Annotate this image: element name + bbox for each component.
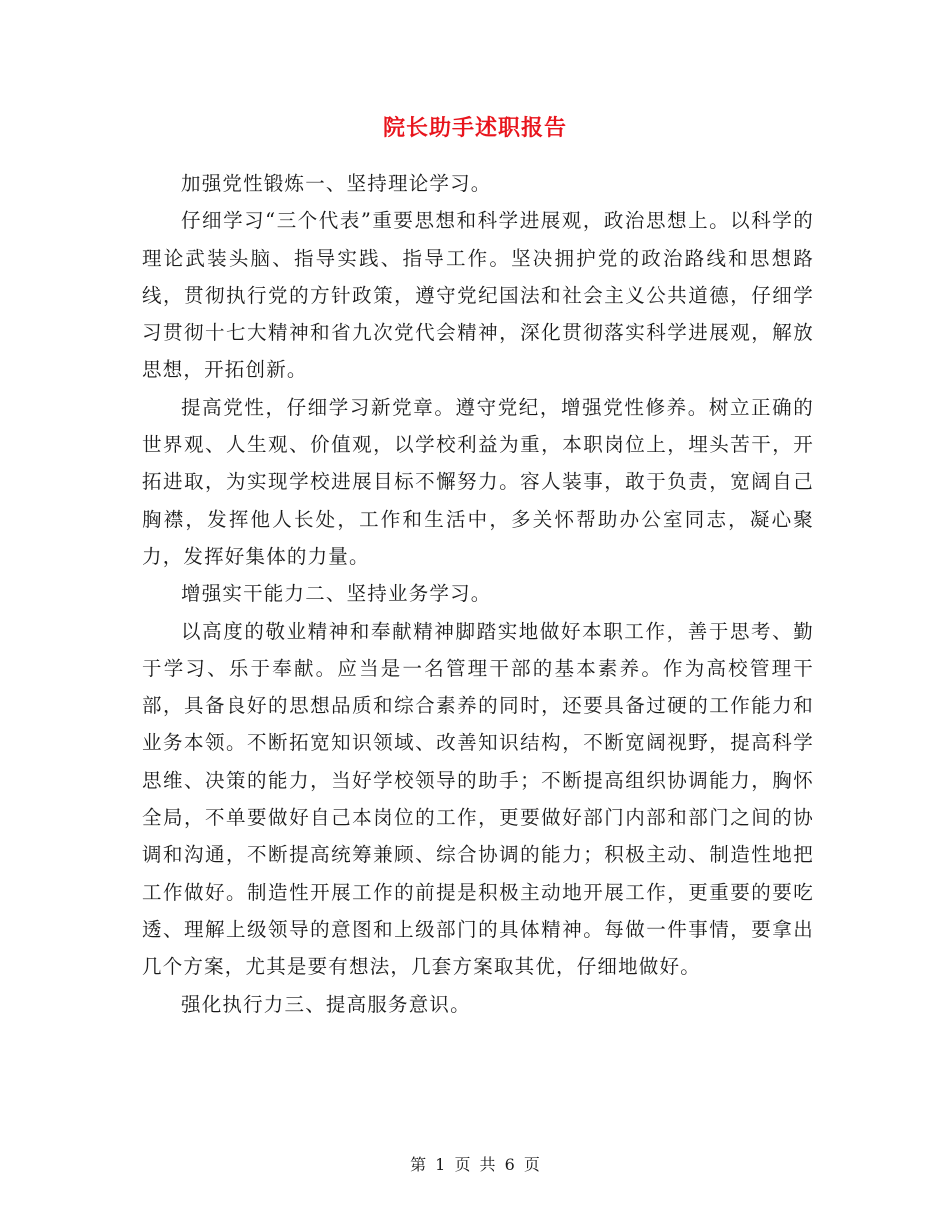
paragraph: 提高党性，仔细学习新党章。遵守党纪，增强党性修养。树立正确的世界观、人生观、价值观，以学校利益为重，本职岗位上，埋头苦干，开拓进取，为实现学校进展目标不懈努力。容人装事，敢于负责，宽阔自己胸襟，发挥他人长处，工作和生活中，多关怀帮助办公室同志，凝心聚力，发挥好集体的力量。 — [142, 395, 814, 568]
page-number-footer: 第 1 页 共 6 页 — [410, 1155, 540, 1174]
paragraph: 强化执行力三、提高服务意识。 — [181, 992, 471, 1016]
paragraph: 仔细学习“三个代表”重要思想和科学进展观，政治思想上。以科学的理论武装头脑、指导实践、指导工作。坚决拥护党的政治路线和思想路线，贯彻执行党的方针政策，遵守党纪国法和社会主义公共道德，仔细学习贯彻十七大精神和省九次党代会精神，深化贯彻落实科学进展观，解放思想，开拓创新。 — [142, 209, 814, 382]
paragraph: 增强实干能力二、坚持业务学习。 — [181, 582, 492, 606]
paragraph: 以高度的敬业精神和奉献精神脚踏实地做好本职工作，善于思考、勤于学习、乐于奉献。应当是一名管理干部的基本素养。作为高校管理干部，具备良好的思想品质和综合素养的同时，还要具备过硬的工作能力和业务本领。不断拓宽知识领域、改善知识结构，不断宽阔视野，提高科学思维、决策的能力，当好学校领导的助手；不断提高组织协调能力，胸怀全局，不单要做好自己本岗位的工作，更要做好部门内部和部门之间的协调和沟通，不断提高统筹兼顾、综合协调的能力；积极主动、制造性地把工作做好。制造性开展工作的前提是积极主动地开展工作，更重要的要吃透、理解上级领导的意图和上级部门的具体精神。每做一件事情，要拿出几个方案，尤其是要有想法，几套方案取其优，仔细地做好。 — [142, 619, 814, 979]
document-body — [142, 165, 814, 1023]
paragraph: 加强党性锻炼一、坚持理论学习。 — [181, 172, 492, 195]
document-title: 院长助手述职报告 — [382, 115, 567, 141]
